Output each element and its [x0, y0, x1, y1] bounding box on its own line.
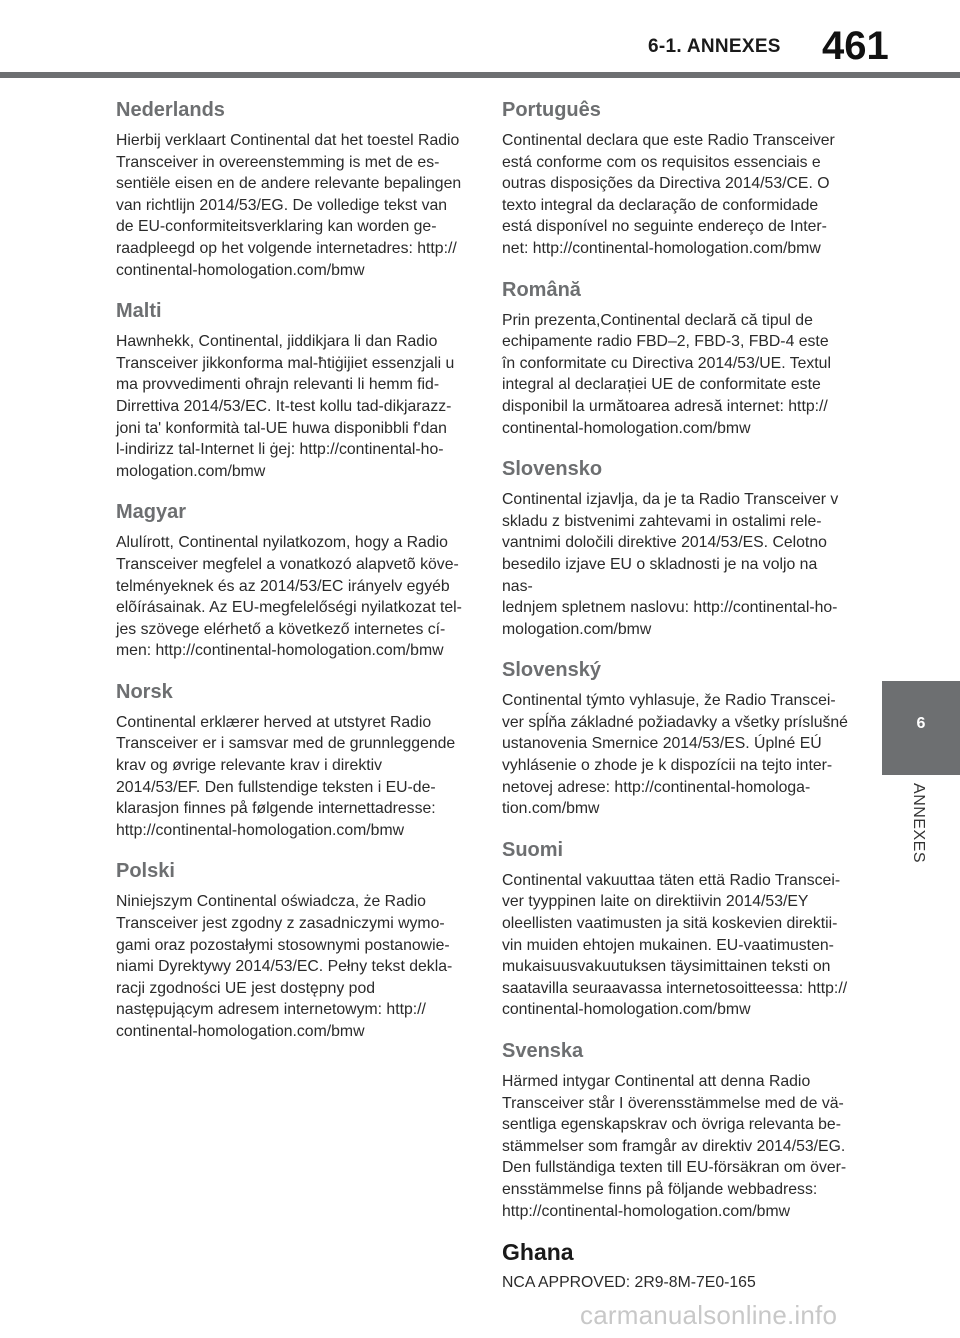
section-malti: [116, 299, 464, 482]
chapter-number: 6: [916, 715, 926, 732]
section-body: Continental vakuuttaa täten että Radio Transcei- ver tyyppinen laite on direktiivin 2014/53/EY oleellisten vaatimusten ja sitä koskevien direktii- vin muiden ehtojen mukainen. EU-vaatimusten- mukaisuusvakuutuksen täysimittainen teksti on saatavilla seuraavassa internetosoitteessa: http:// continental-homologation.com/bmw: [502, 871, 848, 1019]
section-body: Hierbij verklaart Continental dat het toestel Radio Transceiver in overeenstemming is met de es- sentiële eisen en de andere relevante bepalingen van richtlijn 2014/53/EG. De volledige tekst van de EU-conformiteitsverklaring kan worden ge- raadpleegd op het volgende internetadres: http:// continental-homologation.com/bmw: [116, 132, 462, 279]
chapter-tab[interactable]: [882, 681, 960, 775]
section-body: Hawnhekk, Continental, jiddikjara li dan Radio Transceiver jikkonforma mal-ħtiġijiet essenzjali u ma provvedimenti oħrajn relevanti li hemm fid- Dirrettiva 2014/53/EC. It-test kollu tad-dikjarazz- joni ta' konformità tal-UE huwa disponibbli f'dan l-indirizz tal-Internet li ġej: http://continental-ho- mologation.com/bmw: [116, 333, 455, 480]
section-body: Continental erklærer herved at utstyret Radio Transceiver er i samsvar med de grunnleggende krav og øvrige relevante krav i direktiv 2014/53/EF. Den fullstendige teksten i EU-de- klarasjon finnes på følgende internettadresse: http://continental-homologation.com/bmw: [116, 713, 456, 839]
section-heading: Nederlands: [116, 99, 225, 121]
section-body: Alulírott, Continental nyilatkozom, hogy a Radio Transceiver megfelel a vonatkozó alapvetõ köve- telményeknek és az 2014/53/EC irányelv egyéb elõírásainak. Az EU-megfelelőségi nyilatkozat tel- jes szövege elérhető a következő internetes cí- men: http://continental-homologation.com/bmw: [116, 534, 462, 660]
section-body: Niniejszym Continental oświadcza, że Radio Transceiver jest zgodny z zasadniczymi wymo- gami oraz pozostałymi stosownymi postanowie- niami Dyrektywy 2014/53/EC. Pełny tekst dekla- racji zgodności UE jest dostępny pod następującym adresem internetowym: http:// continental-homologation.com/bmw: [116, 893, 453, 1040]
section-slovensko: [502, 457, 850, 640]
section-heading: Slovenský: [502, 659, 601, 682]
section-heading: Magyar: [116, 501, 187, 524]
right-column: [502, 98, 850, 1312]
section-polski: [116, 859, 464, 1042]
section-heading: Svenska: [502, 1040, 584, 1062]
section-nederlands: [116, 98, 464, 281]
header-divider: [0, 72, 960, 78]
section-heading: Română: [502, 278, 581, 301]
section-suomi: [502, 838, 850, 1021]
page-number: 461: [822, 24, 889, 68]
section-norsk: [116, 680, 464, 842]
section-portugues: [502, 98, 850, 260]
section-heading: Ghana: [502, 1239, 574, 1266]
section-title: 6-1. ANNEXES: [648, 36, 781, 57]
section-heading: Malti: [116, 300, 162, 323]
section-svenska: [502, 1039, 850, 1222]
chapter-label-text: ANNEXES: [910, 783, 927, 863]
section-ghana: [502, 1240, 850, 1294]
watermark: carmanualsonline.info: [580, 1300, 838, 1330]
section-heading: Norsk: [116, 680, 173, 703]
section-heading: Suomi: [502, 838, 564, 861]
section-body: Continental týmto vyhlasuje, že Radio Transcei- ver spĺňa základné požiadavky a všetky príslušné ustanovenia Smernice 2014/53/ES. Úplné EÚ vyhlásenie o zhode je k dispozícii na tejto inter- netovej adrese: http://continental-homologa- tion.com/bmw: [502, 692, 848, 818]
section-body: Continental declara que este Radio Transceiver está conforme com os requisitos essenciais e outras disposições da Directiva 2014/53/CE. O texto integral da declaração de conformidade está disponível no seguinte endereço de Inter- net: http://continental-homologation.com/bmw: [502, 132, 835, 257]
section-heading: Polski: [116, 860, 175, 883]
left-column: [116, 98, 464, 1061]
section-body: Härmed intygar Continental att denna Radio Transceiver står I överensstämmelse med de vä- sentliga egenskapskrav och övriga relevanta be- stämmelser som framgår av direktiv 2014/53/EG. Den fullständiga texten till EU-försäkran om över- ensstämmelse finns på följande webbadress: http://continental-homologation.com/bmw: [502, 1073, 847, 1220]
section-romana: [502, 278, 850, 440]
section-body: Continental izjavlja, da je ta Radio Transceiver v skladu z bistvenimi zahtevami in ostalimi rele- vantnimi določili direktive 2014/53/ES. Celotno besedilo izjave EU o skladnosti je na voljo na nas- lednjem spletnem naslovu: http://continental-ho- mologation.com/bmw: [502, 491, 839, 638]
section-heading: Português: [502, 99, 601, 121]
section-slovensky: [502, 658, 850, 820]
section-magyar: [116, 500, 464, 662]
section-body: NCA APPROVED: 2R9-8M-7E0-165: [502, 1274, 756, 1292]
section-heading: Slovensko: [502, 458, 603, 481]
chapter-label: [900, 775, 940, 875]
section-body: Prin prezenta,Continental declară că tipul de echipamente radio FBD–2, FBD-3, FBD-4 este în conformitate cu Directiva 2014/53/UE. Textul integral al declarației UE de conformitate este disponibil la următoarea adresă internet: http:// continental-homologation.com/bmw: [502, 311, 831, 437]
